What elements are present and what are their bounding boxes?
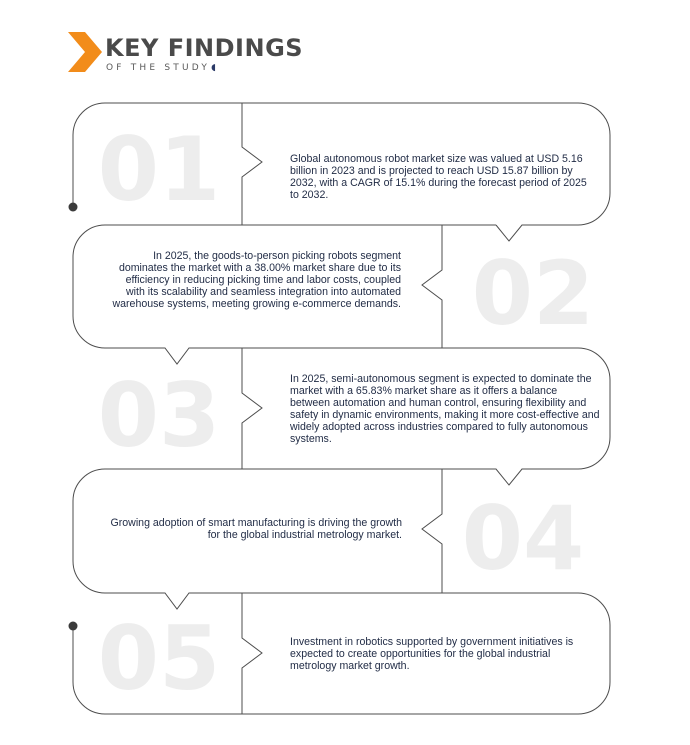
finding-text-01: Global autonomous robot market size was valued at USD 5.16 billion in 2023 and is projected to reach USD 15.87 billion by 2032, with a CAGR of 15.1% during the forecast period of 2025 to 2032. xyxy=(290,153,587,201)
crescent-moon-icon: ◖ xyxy=(211,63,216,73)
timeline-dot-start xyxy=(69,203,78,212)
timeline-dot-end xyxy=(69,622,78,631)
finding-text-02: In 2025, the goods-to-person picking robots segment dominates the market with a 38.00% market share due to its efficiency in reducing picking time and labor costs, coupled with its scalability and seamless integration into automated warehouse systems, meeting growing e-commerce demands. xyxy=(112,250,401,310)
finding-text-03: In 2025, semi-autonomous segment is expected to dominate the market with a 65.83% market share as it offers a balance between automation and human control, ensuring flexibility and safety in dynamic environments, making it more cost-effective and widely adopted across industries compared to fully autonomous systems. xyxy=(290,373,600,445)
box-1-divider xyxy=(242,103,262,225)
finding-number-01: 01 xyxy=(97,118,221,221)
finding-number-03: 03 xyxy=(97,364,221,467)
box-2-divider xyxy=(422,225,442,348)
finding-number-02: 02 xyxy=(471,242,595,345)
box-5-divider xyxy=(242,593,262,714)
finding-number-04: 04 xyxy=(461,487,585,590)
box-3-divider xyxy=(242,348,262,469)
box-4-divider xyxy=(422,469,442,593)
finding-text-05: Investment in robotics supported by government initiatives is expected to create opportunities for the global industrial metrology market growth. xyxy=(290,636,574,672)
finding-number-05: 05 xyxy=(97,607,221,710)
page-subtitle-text: OF THE STUDY xyxy=(106,63,211,73)
finding-text-04: Growing adoption of smart manufacturing is driving the growth for the global industrial metrology market. xyxy=(110,517,402,541)
page-title: KEY FINDINGS xyxy=(105,34,304,62)
